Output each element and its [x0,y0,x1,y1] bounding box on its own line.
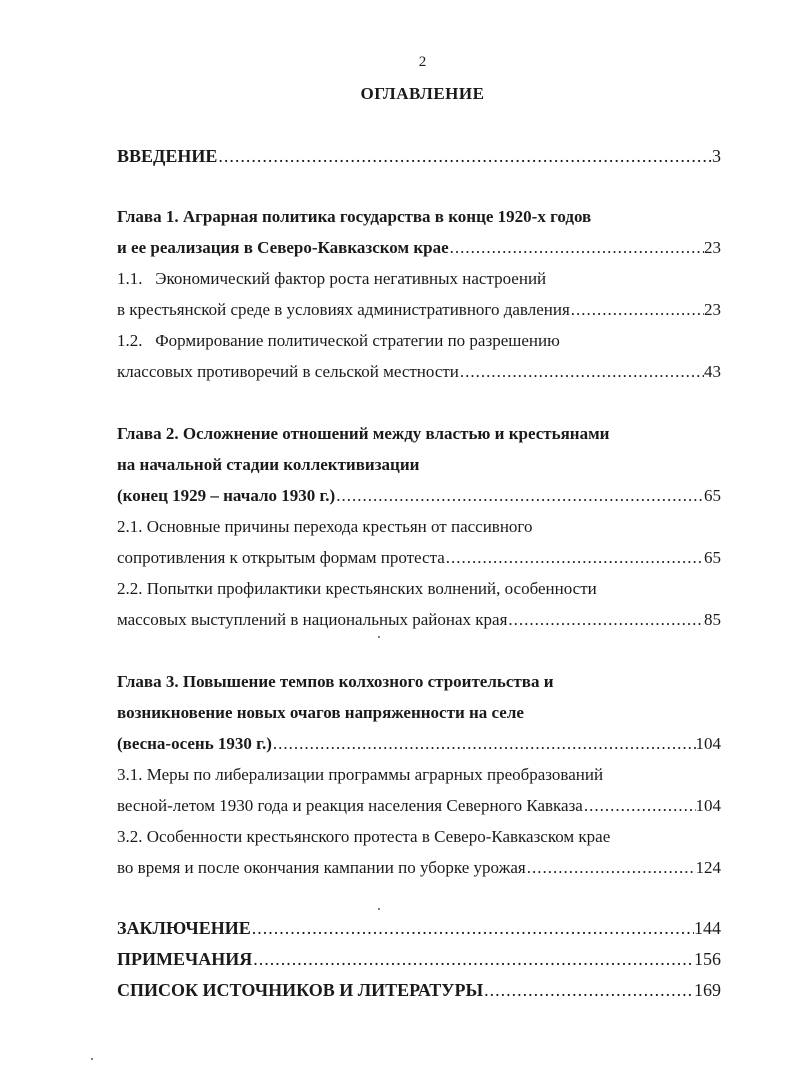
toc-entry-label: в крестьянской среде в условиях административного давления [117,300,570,319]
leader-dots [483,978,694,1002]
toc-section-1-1[interactable]: 1.1. Экономический фактор роста негативных настроений [117,269,547,288]
toc-section-1-2[interactable]: 1.2. Формирование политической стратегии по разрешению [117,331,560,350]
toc-entry-page: 169 [694,980,721,1000]
leader-dots [335,484,704,508]
toc-entry-page: 43 [704,362,721,381]
page-number: 2 [418,54,427,70]
toc-chapter-1-title-end[interactable] [117,236,721,260]
leader-dots [272,732,696,756]
toc-entry-introduction[interactable] [117,144,721,168]
toc-entry-label: ЗАКЛЮЧЕНИЕ [117,918,251,938]
leader-dots [252,947,694,971]
toc-entry-page: 65 [704,486,721,505]
scan-speck [378,908,380,910]
toc-chapter-2-title-cont[interactable]: на начальной стадии коллективизации [117,455,420,474]
toc-entry-label: (весна-осень 1930 г.) [117,734,272,753]
toc-entry-label: ВВЕДЕНИЕ [117,146,218,166]
toc-entry-page: 144 [694,918,721,938]
toc-entry-notes[interactable] [117,947,721,971]
toc-entry-page: 104 [695,734,721,753]
toc-section-3-2[interactable]: 3.2. Особенности крестьянского протеста в Северо-Кавказском крае [117,827,611,846]
toc-entry-page: 156 [694,949,721,969]
toc-entry-page: 124 [695,858,721,877]
toc-entry-page: 3 [712,146,721,166]
leader-dots [570,298,704,322]
toc-entry-label: СПИСОК ИСТОЧНИКОВ И ЛИТЕРАТУРЫ [117,980,484,1000]
leader-dots [445,546,704,570]
toc-chapter-2-title[interactable]: Глава 2. Осложнение отношений между властью и крестьянами [117,424,610,443]
toc-entry-label: классовых противоречий в сельской местности [117,362,459,381]
toc-chapter-3-title[interactable]: Глава 3. Повышение темпов колхозного строительства и [117,672,554,691]
toc-entry-label: ПРИМЕЧАНИЯ [117,949,253,969]
toc-entry-page: 23 [704,238,721,257]
leader-dots [459,360,704,384]
toc-chapter-1-title[interactable]: Глава 1. Аграрная политика государства в конце 1920-х годов [117,207,592,226]
toc-section-2-1[interactable]: 2.1. Основные причины перехода крестьян от пассивного [117,517,533,536]
leader-dots [217,144,712,168]
scan-speck [378,636,380,638]
page-title: ОГЛАВЛЕНИЕ [360,84,485,103]
toc-entry-label: весной-летом 1930 года и реакция населения Северного Кавказа [117,796,583,815]
toc-section-3-2-end[interactable] [117,856,721,880]
toc-entry-page: 23 [704,300,721,319]
toc-entry-label: и ее реализация в Северо-Кавказском крае [117,238,449,257]
toc-section-3-1-end[interactable] [117,794,721,818]
toc-chapter-2-title-end[interactable] [117,484,721,508]
toc-section-2-2-end[interactable] [117,608,721,632]
toc-section-3-1[interactable]: 3.1. Меры по либерализации программы аграрных преобразований [117,765,604,784]
toc-entry-label: во время и после окончания кампании по уборке урожая [117,858,526,877]
scan-speck [91,1058,93,1060]
toc-chapter-3-title-end[interactable] [117,732,721,756]
toc-section-1-1-end[interactable] [117,298,721,322]
leader-dots [507,608,704,632]
leader-dots [526,856,696,880]
toc-entry-conclusion[interactable] [117,916,721,940]
leader-dots [251,916,694,940]
toc-entry-label: (конец 1929 – начало 1930 г.) [117,486,336,505]
toc-entry-label: массовых выступлений в национальных районах края [117,610,508,629]
toc-section-2-2[interactable]: 2.2. Попытки профилактики крестьянских волнений, особенности [117,579,597,598]
toc-entry-page: 65 [704,548,721,567]
toc-entry-page: 104 [695,796,721,815]
toc-entry-sources[interactable] [117,978,721,1002]
toc-section-2-1-end[interactable] [117,546,721,570]
leader-dots [583,794,696,818]
toc-entry-page: 85 [704,610,721,629]
toc-section-1-2-end[interactable] [117,360,721,384]
leader-dots [449,236,704,260]
toc-chapter-3-title-cont[interactable]: возникновение новых очагов напряженности на селе [117,703,524,722]
toc-entry-label: сопротивления к открытым формам протеста [117,548,445,567]
